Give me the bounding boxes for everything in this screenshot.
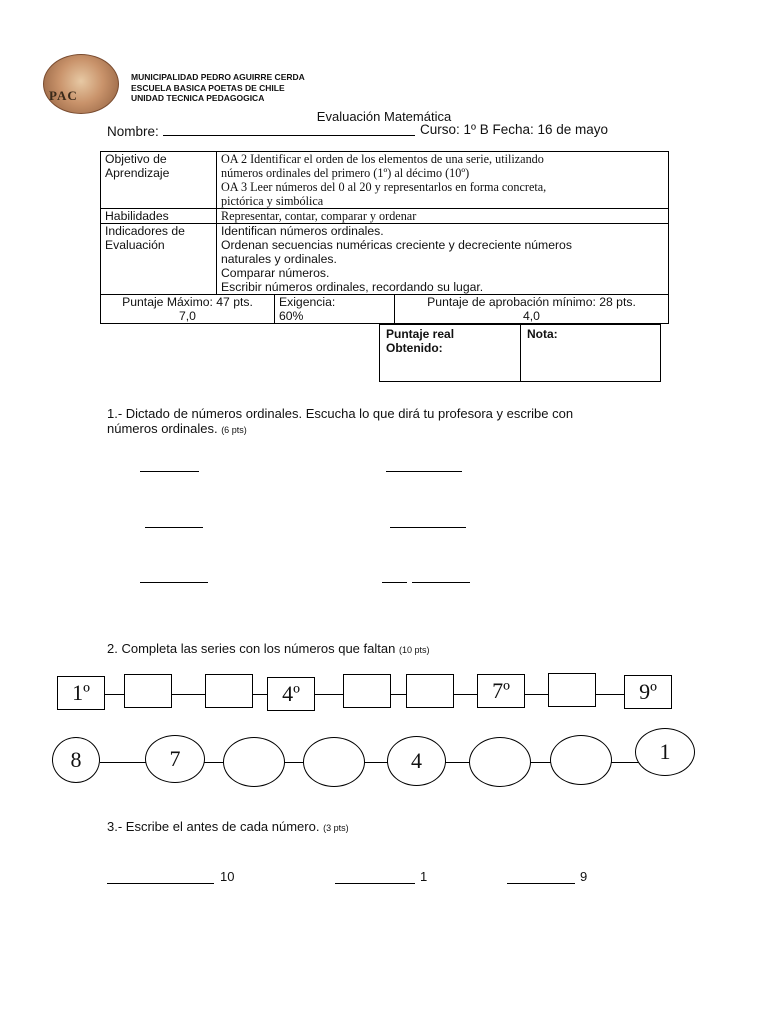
nombre-label: Nombre: bbox=[107, 124, 159, 139]
series-box: 7º bbox=[477, 674, 525, 708]
q2-prompt bbox=[107, 641, 429, 658]
nota-label: Nota: bbox=[527, 327, 558, 341]
indicador-item: Ordenan secuencias numéricas creciente y decreciente números bbox=[221, 238, 572, 252]
exigencia-cell bbox=[275, 295, 395, 324]
q1-prompt bbox=[107, 406, 573, 438]
series-box: 4º bbox=[267, 677, 315, 711]
school-name-block bbox=[131, 72, 305, 104]
school-line: UNIDAD TECNICA PEDAGOGICA bbox=[131, 93, 265, 103]
puntaje-real-cell[interactable] bbox=[380, 325, 521, 382]
objetivo-label-cell bbox=[101, 152, 217, 209]
objetivo-label: Objetivo de bbox=[105, 152, 167, 166]
series-box-empty[interactable] bbox=[548, 673, 596, 707]
series-box-empty[interactable] bbox=[205, 674, 253, 708]
q3-points: (3 pts) bbox=[323, 823, 349, 833]
series-box: 9º bbox=[624, 675, 672, 709]
puntaje-real-label: Puntaje real bbox=[386, 327, 455, 341]
score-box bbox=[379, 324, 661, 382]
puntaje-maximo-label: Puntaje Máximo: 47 pts. bbox=[122, 295, 253, 309]
objetivo-text: OA 2 Identificar el orden de los elementos de una serie, utilizando bbox=[221, 152, 544, 166]
indicadores-label: Evaluación bbox=[105, 238, 165, 252]
q3-prompt bbox=[107, 819, 349, 836]
q3-answer-blank[interactable] bbox=[107, 883, 214, 884]
series-circle-empty[interactable] bbox=[223, 737, 285, 787]
puntaje-aprobacion-cell bbox=[395, 295, 669, 324]
q1-answer-blank[interactable] bbox=[140, 471, 199, 472]
series-circle: 7 bbox=[145, 735, 205, 783]
series-box-empty[interactable] bbox=[406, 674, 454, 708]
series-circle-empty[interactable] bbox=[469, 737, 531, 787]
nombre-line[interactable] bbox=[163, 122, 415, 136]
page-title: Evaluación Matemática bbox=[316, 109, 452, 124]
puntaje-maximo-cell bbox=[101, 295, 275, 324]
q3-answer-blank[interactable] bbox=[335, 883, 415, 884]
series-circle-empty[interactable] bbox=[550, 735, 612, 785]
indicador-item: Comparar números. bbox=[221, 266, 330, 280]
indicador-item: Identifican números ordinales. bbox=[221, 224, 384, 238]
objetivo-text: números ordinales del primero (1º) al décimo (10º) bbox=[221, 166, 470, 180]
exigencia-value: 60% bbox=[279, 309, 304, 323]
indicador-item: naturales y ordinales. bbox=[221, 252, 337, 266]
objetivo-text: OA 3 Leer números del 0 al 20 y representarlos en forma concreta, bbox=[221, 180, 547, 194]
objetivo-text-cell bbox=[217, 152, 669, 209]
exigencia-label: Exigencia: bbox=[279, 295, 336, 309]
school-logo bbox=[43, 54, 119, 114]
puntaje-maximo-nota: 7,0 bbox=[179, 309, 196, 323]
q1-answer-blank[interactable] bbox=[412, 582, 470, 583]
indicadores-text-cell bbox=[217, 224, 669, 295]
q3-text: 3.- Escribe el antes de cada número. bbox=[107, 819, 320, 834]
q2-points: (10 pts) bbox=[398, 645, 430, 655]
puntaje-aprobacion-nota: 4,0 bbox=[523, 309, 540, 323]
series-circle-empty[interactable] bbox=[303, 737, 365, 787]
q3-number: 10 bbox=[220, 869, 235, 884]
school-line: MUNICIPALIDAD PEDRO AGUIRRE CERDA bbox=[131, 72, 305, 82]
objectives-table bbox=[100, 151, 669, 324]
q2-text: 2. Completa las series con los números que faltan bbox=[107, 641, 396, 656]
objetivo-label: Aprendizaje bbox=[105, 166, 170, 180]
logo-text: PAC bbox=[49, 88, 78, 103]
q1-answer-blank[interactable] bbox=[382, 582, 407, 583]
q1-text: 1.- Dictado de números ordinales. Escucha lo que dirá tu profesora y escribe con bbox=[107, 406, 574, 421]
series-circle: 1 bbox=[635, 728, 695, 776]
q1-answer-blank[interactable] bbox=[386, 471, 462, 472]
series-box-empty[interactable] bbox=[343, 674, 391, 708]
habilidades-label: Habilidades bbox=[101, 209, 217, 224]
q1-answer-blank[interactable] bbox=[140, 582, 208, 583]
habilidades-text: Representar, contar, comparar y ordenar bbox=[217, 209, 669, 224]
series-circle: 4 bbox=[387, 736, 446, 786]
nota-cell[interactable] bbox=[521, 325, 661, 382]
indicador-item: Escribir números ordinales, recordando su lugar. bbox=[221, 280, 484, 294]
curso-fecha: Curso: 1º B Fecha: 16 de mayo bbox=[420, 122, 609, 137]
q1-text: números ordinales. bbox=[107, 421, 218, 436]
series-circle: 8 bbox=[52, 737, 100, 783]
puntaje-aprobacion-label: Puntaje de aprobación mínimo: 28 pts. bbox=[427, 295, 636, 309]
puntaje-real-label: Obtenido: bbox=[386, 341, 443, 355]
indicadores-label-cell bbox=[101, 224, 217, 295]
indicadores-label: Indicadores de bbox=[105, 224, 185, 238]
q1-points: (6 pts) bbox=[221, 425, 247, 435]
series-box: 1º bbox=[57, 676, 105, 710]
series-box-empty[interactable] bbox=[124, 674, 172, 708]
q3-number: 1 bbox=[420, 869, 428, 884]
q3-number: 9 bbox=[580, 869, 588, 884]
school-line: ESCUELA BASICA POETAS DE CHILE bbox=[131, 82, 285, 93]
nombre-field[interactable] bbox=[107, 122, 415, 139]
q3-answer-blank[interactable] bbox=[507, 883, 575, 884]
q1-answer-blank[interactable] bbox=[390, 527, 466, 528]
objetivo-text: pictórica y simbólica bbox=[221, 194, 324, 208]
q1-answer-blank[interactable] bbox=[145, 527, 203, 528]
